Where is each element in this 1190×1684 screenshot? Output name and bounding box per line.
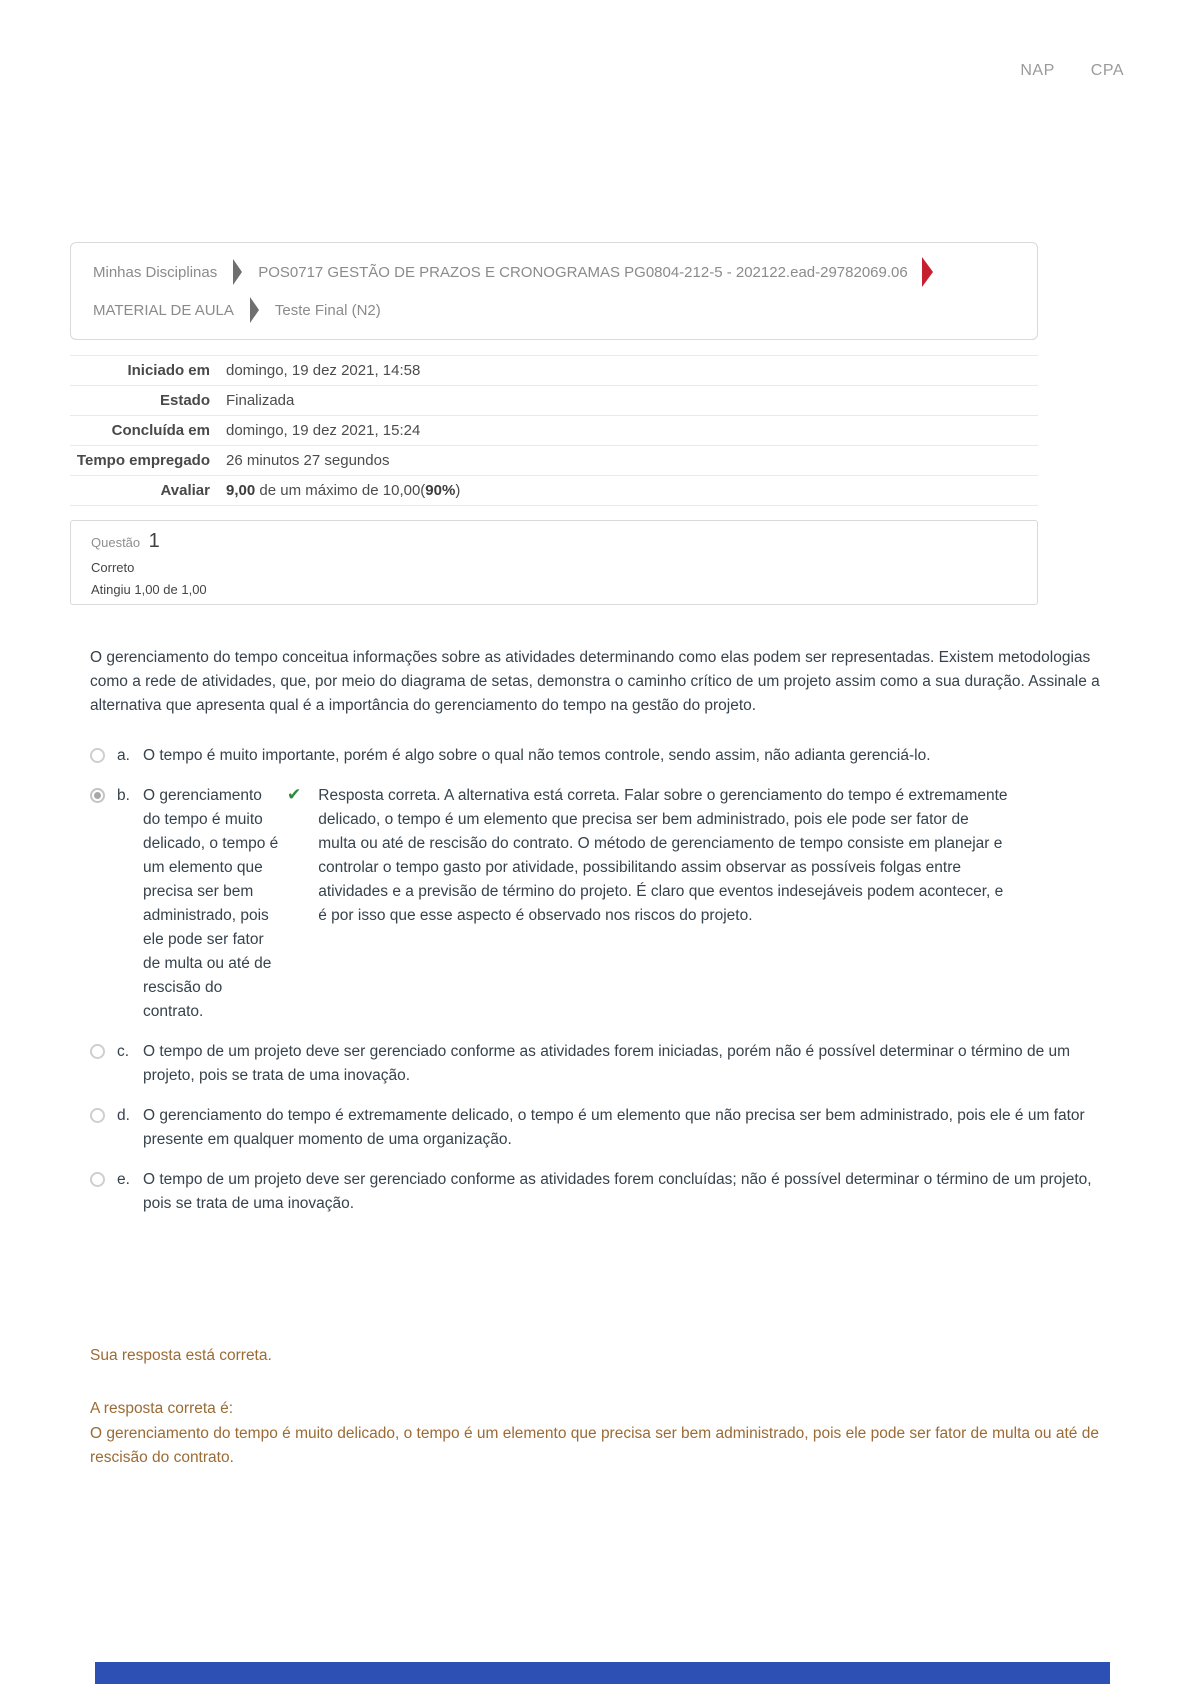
option-text: O gerenciamento do tempo é muito delicado, o tempo é um elemento que precisa ser bem administrado, pois ele pode ser fator de multa ou até de rescisão do contrato. bbox=[143, 787, 279, 1020]
summary-label: Concluída em bbox=[111, 422, 210, 439]
question-text: O gerenciamento do tempo conceitua informações sobre as atividades determinando como elas podem ser representadas. Existem metodologias como a rede de atividades, que, por meio do diagrama de setas, demonstra o caminho crítico de um projeto assim como a sua duração. Assinale a alternativa que apresenta qual é a importância do gerenciamento do tempo na gestão do projeto. bbox=[90, 649, 1100, 714]
correct-answer-intro: A resposta correta é: bbox=[90, 1400, 234, 1417]
correct-answer-text: O gerenciamento do tempo é muito delicado, o tempo é um elemento que precisa ser bem administrado, pois ele pode ser fator de multa ou até de rescisão do contrato. bbox=[90, 1425, 1099, 1466]
option-letter: e. bbox=[117, 1171, 130, 1188]
answer-option-c[interactable] bbox=[90, 1040, 1108, 1088]
summary-value: domingo, 19 dez 2021, 14:58 bbox=[226, 362, 421, 379]
breadcrumb-row-1 bbox=[93, 256, 1015, 288]
option-text: O tempo é muito importante, porém é algo sobre o qual não temos controle, sendo assim, não adianta gerenciá-lo. bbox=[143, 747, 931, 764]
question-number-value: 1 bbox=[148, 530, 160, 552]
breadcrumb-link-teste-final[interactable]: Teste Final (N2) bbox=[274, 301, 381, 319]
option-text: O tempo de um projeto deve ser gerenciado conforme as atividades forem concluídas; não é possível determinar o término de um projeto, pois se trata de uma inovação. bbox=[143, 1171, 1092, 1212]
option-feedback-text: Resposta correta. A alternativa está correta. Falar sobre o gerenciamento do tempo é extremamente delicado, o tempo é um elemento que precisa ser bem administrado, pois ele pode ser fator de multa ou até de rescisão do contrato. O método de gerenciamento de tempo consiste em planejar e controlar o tempo gasto por atividade, possibilitando assim observar as possíveis folgas entre atividades e a previsão de término do projeto. É claro que eventos indesejáveis podem acontecer, e é por isso que esse aspecto é observado nos riscos do projeto. bbox=[318, 787, 1008, 924]
option-text: O gerenciamento do tempo é extremamente delicado, o tempo é um elemento que não precisa ser bem administrado, pois ele é um fator presente em qualquer momento de uma organização. bbox=[143, 1107, 1085, 1148]
summary-value: 26 minutos 27 segundos bbox=[226, 452, 390, 469]
radio-button-unselected[interactable] bbox=[90, 1044, 105, 1059]
nav-link-nap[interactable]: NAP bbox=[1020, 62, 1055, 79]
answer-option-d[interactable] bbox=[90, 1104, 1108, 1152]
question-state: Correto bbox=[91, 560, 135, 575]
summary-row-state bbox=[70, 385, 1038, 415]
radio-button-selected[interactable] bbox=[90, 788, 105, 803]
outcome-feedback bbox=[90, 1344, 1108, 1470]
chevron-right-icon bbox=[250, 297, 259, 323]
option-text: O tempo de um projeto deve ser gerenciado conforme as atividades forem iniciadas, porém não é possível determinar o término de um projeto, pois se trata de uma inovação. bbox=[143, 1043, 1071, 1084]
breadcrumb-row-2 bbox=[93, 294, 1015, 326]
summary-row-completed bbox=[70, 415, 1038, 445]
option-letter: b. bbox=[117, 787, 130, 804]
summary-label: Tempo empregado bbox=[76, 452, 210, 469]
question-number bbox=[91, 530, 1017, 553]
chevron-right-icon bbox=[233, 259, 242, 285]
option-letter: c. bbox=[117, 1043, 130, 1060]
option-letter: d. bbox=[117, 1107, 130, 1124]
attempt-summary-table bbox=[70, 355, 1038, 506]
footer-bar bbox=[95, 1662, 1110, 1684]
summary-label: Iniciado em bbox=[127, 362, 210, 379]
question-number-label: Questão bbox=[91, 535, 141, 550]
summary-grade-value: 9,00 de um máximo de 10,00(90%) bbox=[226, 482, 461, 499]
radio-button-unselected[interactable] bbox=[90, 748, 105, 763]
answer-option-b[interactable] bbox=[90, 784, 1108, 1024]
summary-label: Avaliar bbox=[160, 482, 210, 499]
breadcrumb-link-course[interactable]: POS0717 GESTÃO DE PRAZOS E CRONOGRAMAS PG0804-212-5 - 202122.ead-29782069.06 bbox=[258, 263, 908, 281]
answer-option-a[interactable] bbox=[90, 744, 1108, 768]
radio-button-unselected[interactable] bbox=[90, 1108, 105, 1123]
radio-button-unselected[interactable] bbox=[90, 1172, 105, 1187]
answer-option-e[interactable] bbox=[90, 1168, 1108, 1216]
chevron-right-red-icon bbox=[922, 257, 933, 287]
summary-label: Estado bbox=[159, 392, 210, 409]
breadcrumb bbox=[70, 242, 1038, 340]
question-grade: Atingiu 1,00 de 1,00 bbox=[91, 582, 207, 597]
top-navigation bbox=[1020, 62, 1124, 80]
nav-link-cpa[interactable]: CPA bbox=[1090, 62, 1124, 79]
option-letter: a. bbox=[117, 747, 130, 764]
question-content bbox=[90, 646, 1108, 1470]
summary-value: Finalizada bbox=[226, 392, 295, 409]
your-answer-feedback: Sua resposta está correta. bbox=[90, 1347, 272, 1364]
summary-row-grade bbox=[70, 475, 1038, 506]
summary-row-time-taken bbox=[70, 445, 1038, 475]
summary-row-started bbox=[70, 355, 1038, 385]
summary-value: domingo, 19 dez 2021, 15:24 bbox=[226, 422, 421, 439]
question-info-box bbox=[70, 520, 1038, 605]
breadcrumb-link-material-de-aula[interactable]: MATERIAL DE AULA bbox=[93, 301, 234, 319]
breadcrumb-link-minhas-disciplinas[interactable]: Minhas Disciplinas bbox=[93, 263, 218, 281]
check-icon: ✔ bbox=[287, 785, 302, 804]
